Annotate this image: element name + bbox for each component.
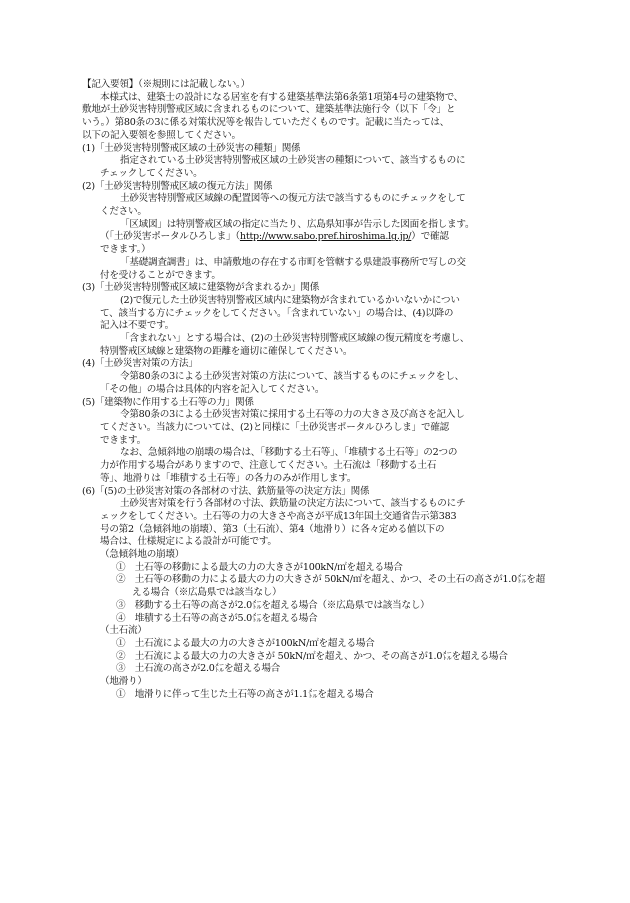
section-5-note: なお、急傾斜地の崩壊の場合は、「移動する土石等」、「堆積する土石等」の2つの xyxy=(120,447,458,459)
section-6-text: 号の第2（急傾斜地の崩壊）、第3（土石流）、第4（地滑り）に各々定める値以下の xyxy=(100,523,445,535)
section-2-note: 「区域図」は特別警戒区域の指定に当たり、広島県知事が告示した図面を指します。 xyxy=(120,218,475,230)
criteria-text: 土石流による最大の力の大きさが100kN/㎡を超える場合 xyxy=(134,637,375,649)
intro-line: 以下の記入要領を参照してください。 xyxy=(82,129,241,141)
section-5-text: てください。当該力については、(2)と同様に「土砂災害ポータルひろしま」で確認 xyxy=(100,421,450,433)
section-3-text: (2)で復元した土砂災害特別警戒区域内に建築物が含まれているかいないかについ xyxy=(120,294,460,306)
criteria-number: ② xyxy=(116,574,135,586)
section-5-note: 等」、地滑りは「堆積する土石等」の各力のみが作用します。 xyxy=(100,472,357,484)
criteria-number: ① xyxy=(116,688,135,700)
document-body xyxy=(82,79,552,701)
criteria-text: 土石流による最大の力の大きさが 50kN/㎡を超え、かつ、その高さが1.0㍍を超える場合 xyxy=(134,650,508,662)
criteria-group-label: （急傾斜地の崩壊） xyxy=(100,549,185,561)
criteria-group-label: （地滑り） xyxy=(100,676,147,688)
section-2-text: 土砂災害特別警戒区域線の配置図等への復元方法で該当するものにチェックをして xyxy=(120,193,466,205)
criteria-text: 堆積する土石等の高さが5.0㍍を超える場合 xyxy=(134,612,318,624)
criteria-groups xyxy=(82,549,552,701)
criteria-item xyxy=(82,651,552,664)
section-4-text: 「その他」の場合は具体的内容を記入してください。 xyxy=(100,383,325,395)
criteria-number: ④ xyxy=(116,612,135,624)
intro-line: いう。）第80条の3に係る対策状況等を報告していただくものです。記載に当たっては、 xyxy=(82,117,450,129)
section-3-note: 特別警戒区域線と建築物の距離を適切に確保してください。 xyxy=(100,345,353,357)
intro-line: 本様式は、建築士の設計になる居室を有する建築基準法第6条第1項第4号の建築物で、 xyxy=(100,91,464,103)
section-1-text: チェックしてください。 xyxy=(100,167,203,179)
section-2-note: できます。） xyxy=(100,244,151,256)
section-2-heading: (2)「土砂災害特別警戒区域の復元方法」関係 xyxy=(82,180,273,192)
portal-link[interactable]: http://www.sabo.pref.hiroshima.lg.jp/ xyxy=(239,231,412,243)
criteria-item xyxy=(82,663,552,676)
criteria-text: 移動する土石等の高さが2.0㍍を超える場合（※広島県では該当なし） xyxy=(134,599,430,611)
criteria-text: 地滑りに伴って生じた土石等の高さが1.1㍍を超える場合 xyxy=(134,688,374,700)
criteria-item xyxy=(82,562,552,575)
section-6-text: ェックをしてください。土石等の力の大きさや高さが平成13年国土交通省告示第383 xyxy=(100,510,457,522)
section-2-note: 「基礎調査調書」は、申請敷地の存在する市町を管轄する県建設事務所で写しの交 xyxy=(120,256,466,268)
section-5-text: できます。 xyxy=(100,434,146,446)
document-title: 【記入要領】（※規則には記載しない。） xyxy=(82,79,250,90)
criteria-item xyxy=(82,689,552,702)
criteria-item xyxy=(82,574,552,599)
criteria-text: 土石等の移動の力による最大の力の大きさが 50kN/㎡を超え、かつ、その土石の高さが1.0㍍を超える場合（※広島県では該当なし） xyxy=(132,574,545,599)
section-2-text: ください。 xyxy=(100,206,147,218)
criteria-number: ① xyxy=(116,637,135,649)
criteria-text: 土石等の移動による最大の力の大きさが100kN/㎡を超える場合 xyxy=(134,561,403,573)
criteria-number: ② xyxy=(116,650,135,662)
section-2-note: 付を受けることができます。 xyxy=(100,269,221,281)
section-1-text: 指定されている土砂災害特別警戒区域の土砂災害の種類について、該当するものに xyxy=(120,155,466,167)
section-3-note: 「含まれない」とする場合は、(2)の土砂災害特別警戒区域線の復元精度を考慮し、 xyxy=(120,333,470,345)
section-4-text: 令第80条の3による土砂災害対策の方法について、該当するものにチェックをし、 xyxy=(120,371,464,383)
section-3-text: 記入は不要です。 xyxy=(100,320,174,332)
section-5-text: 令第80条の3による土砂災害対策に採用する土石等の力の大きさ及び高さを記入し xyxy=(120,409,465,421)
criteria-number: ③ xyxy=(116,599,135,611)
section-3-text: て、該当する方にチェックをしてください。「含まれていない」の場合は、(4)以降の xyxy=(100,307,454,319)
criteria-number: ① xyxy=(116,561,135,573)
section-6-heading: (6)「(5)の土砂災害対策の各部材の寸法、鉄筋量等の決定方法」関係 xyxy=(82,485,370,497)
section-6-text: 場合は、仕様規定による設計が可能です。 xyxy=(100,536,277,548)
section-1-heading: (1)「土砂災害特別警戒区域の土砂災害の種類」関係 xyxy=(82,142,301,154)
section-6-text: 土砂災害対策を行う各部材の寸法、鉄筋量の決定方法について、該当するものにチ xyxy=(120,498,466,510)
criteria-item xyxy=(82,600,552,613)
section-3-heading: (3)「土砂災害特別警戒区域に建築物が含まれるか」関係 xyxy=(82,282,320,294)
section-5-note: 力が作用する場合がありますので、注意してください。土石流は「移動する土石 xyxy=(100,460,437,472)
criteria-group-label: （土石流） xyxy=(100,625,147,637)
section-2-note: （「土砂災害ポータルひろしま」（http://www.sabo.pref.hiroshima.lg.jp/）で確認 xyxy=(100,231,449,243)
criteria-text: 土石流の高さが2.0㍍を超える場合 xyxy=(134,663,281,675)
section-5-heading: (5)「建築物に作用する土石等の力」関係 xyxy=(82,396,254,408)
intro-line: 敷地が土砂災害特別警戒区域に含まれるものについて、建築基準法施行令（以下「令」と xyxy=(82,104,456,116)
criteria-item xyxy=(82,638,552,651)
criteria-item xyxy=(82,613,552,626)
section-4-heading: (4)「土砂災害対策の方法」 xyxy=(82,358,198,370)
criteria-number: ③ xyxy=(116,663,135,675)
